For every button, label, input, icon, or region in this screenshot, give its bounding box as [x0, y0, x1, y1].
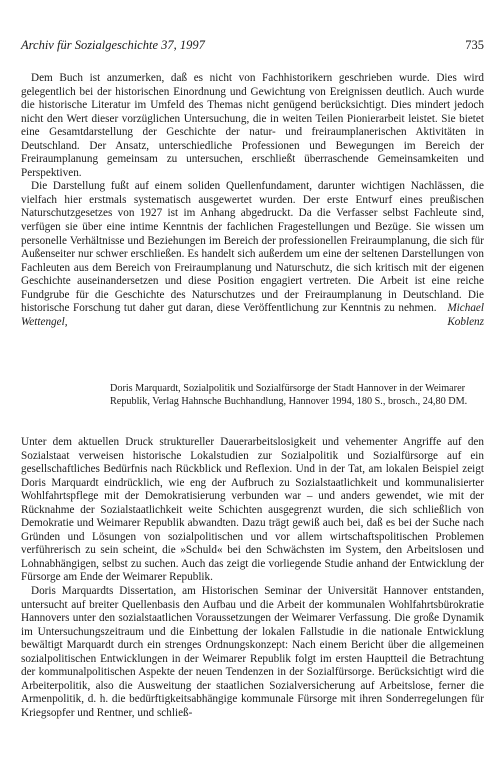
page-number: 735 [465, 38, 484, 52]
review-author: Michael Wettengel, Koblenz [21, 302, 484, 328]
review-two [21, 436, 484, 720]
review-one [21, 72, 484, 329]
running-header [21, 38, 484, 56]
review-one-paragraph-1: Dem Buch ist anzumerken, daß es nicht von Fachhistorikern geschrieben wurde. Dies wird gelegentlich bei der historischen Einordnung und Gewichtung von Ereignissen deutlich. Auch wurde die historische Literatur im Umfeld des Themas nicht genügend berücksichtigt. Dies mindert jedoch nicht den Wert dieser vorzüglichen Untersuchung, die in weiten Teilen Pionierarbeit leistet. Sie bietet eine Gesamtdarstellung der Geschichte der natur- und freiraumplanerischen Aktivitäten in Deutschland. Der Ansatz, unterschiedliche Professionen und Bewegungen im Bereich der Freiraumplanung gemeinsam zu untersuchen, erschließt überraschende Gemeinsamkeiten und Perspektiven. [21, 72, 484, 179]
review-one-paragraph-2 [21, 180, 484, 329]
review-one-paragraph-2-text: Die Darstellung fußt auf einem soliden Quellenfundament, darunter wichtigen Nachlässen, die vielfach hier erstmals systematisch ausgewertet wurden. Der erste Entwurf eines preußischen Naturschutzgesetzes von 1927 ist im Anhang abgedruckt. Da die Verfasser selbst Fachleute sind, verfügen sie über eine intime Kenntnis der fachlichen Fragestellungen und Bezüge. Sie wissen um personelle Verhältnisse und Beziehungen im Bereich der professionellen Freiraumplanung, die sich für Außenseiter nur schwer erschließen. Es handelt sich außerdem um eine der seltenen Darstellungen von Fachleuten aus dem Bereich von Freiraumplanung und Naturschutz, die sich kritisch mit der eigenen Geschichte auseinandersetzen und diese Position engagiert vertreten. Die Arbeit ist eine reiche Fundgrube für die Geschichte des Naturschutzes und der Freiraumplanung in Deutschland. Die historische Forschung tut daher gut daran, diese Veröffentlichung zur Kenntnis zu nehmen. [21, 180, 484, 315]
review-two-paragraph-1: Unter dem aktuellen Druck struktureller Dauerarbeitslosigkeit und vehementer Angriffe auf den Sozialstaat verweisen historische Lokalstudien zur Sozialpolitik und Sozialfürsorge auf ein gesellschaftliches Bedürfnis nach Rückblick und Reflexion. Und in der Tat, am lokalen Beispiel zeigt Doris Marquardt eindrücklich, wie eng der Aufbruch zu Sozialstaatlichkeit und kommunalisierter Wohlfahrtspflege mit der Demokratisierung verbunden war – und anders gewendet, wie mit der Rücknahme der Sozialstaatlichkeit weite Schichten ausgegrenzt wurden, die sich schließlich von Demokratie und Weimarer Republik abwandten. Dazu trägt gewiß auch bei, daß es bei der Suche nach Gründen und Lösungen von sozialpolitischen und vor allem wirtschaftspolitischen Problemen verführerisch zu sein scheint, die »Schuld« bei den Schwächsten im System, den Arbeitslosen und Lohnabhängigen, selbst zu suchen. Auch das zeigt die vorliegende Studie anhand der Entwicklung der Fürsorge am Ende der Weimarer Republik. [21, 436, 484, 584]
review-two-paragraph-2: Doris Marquardts Dissertation, am Historischen Seminar der Universität Hannover entstanden, untersucht auf breiter Quellenbasis den Aufbau und die Arbeit der kommunalen Wohlfahrtsbürokratie Hannovers unter den sozialstaatlichen Voraussetzungen der Weimarer Verfassung. Die große Dynamik im Untersuchungszeitraum und die Einbettung der lokalen Fallstudie in die nationale Entwicklung bewältigt Marquardt durch ein strenges Ordnungskonzept: Nach einem Bericht über die allgemeinen sozialpolitischen Entwicklungen in der Weimarer Republik folgt im ersten Hauptteil die Betrachtung der kommunalpolitischen Aspekte der neuen Tendenzen in der Sozialfürsorge. Berücksichtigt wird die Arbeiterpolitik, also die Ausweitung der staatlichen Sozialversicherung auf Arbeitslose, ferner die Armenpolitik, d. h. die bedürftigkeitsabhängige kommunale Fürsorge mit ihren Sonderregelungen für Kriegsopfer und Rentner, und schließ- [21, 585, 484, 719]
bibliographic-entry: Doris Marquardt, Sozialpolitik und Sozialfürsorge der Stadt Hannover in der Weimarer Republik, Verlag Hahnsche Buchhandlung, Hannover 1994, 180 S., brosch., 24,80 DM. [110, 383, 468, 407]
journal-title: Archiv für Sozialgeschichte 37, 1997 [21, 38, 205, 52]
